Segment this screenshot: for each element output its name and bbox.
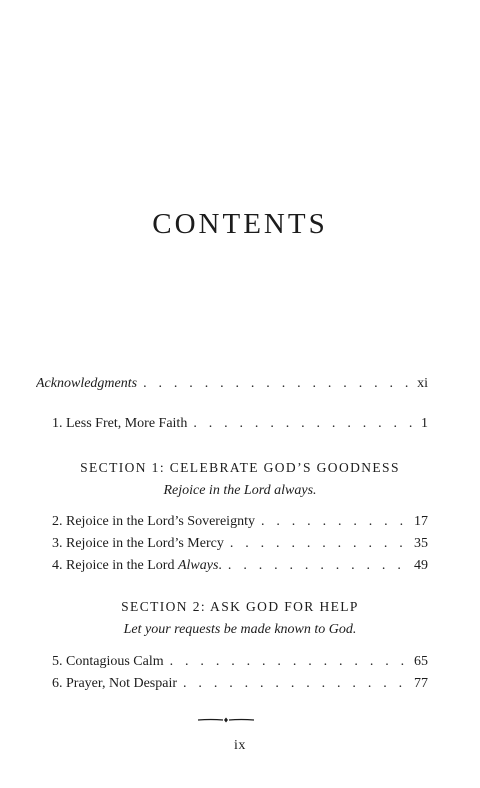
toc-entry-page: xi xyxy=(417,376,428,391)
dot-leader xyxy=(183,676,411,692)
page-title: CONTENTS xyxy=(152,208,328,240)
toc-entry-title: 2. Rejoice in the Lord’s Sovereignty xyxy=(52,514,255,529)
dot-leader xyxy=(143,376,414,392)
toc-entry-title xyxy=(52,558,222,574)
toc-entry-title-prefix: 4. Rejoice in the Lord xyxy=(52,558,178,573)
toc-entry-title: Acknowledgments xyxy=(36,376,138,391)
toc-entry-chapter-1[interactable] xyxy=(52,416,428,436)
dot-leader xyxy=(230,536,411,552)
toc-entry-chapter-3[interactable] xyxy=(52,536,428,556)
ornament-divider-icon xyxy=(196,716,256,724)
toc-entry-title: 5. Contagious Calm xyxy=(52,654,164,669)
page-number: ix xyxy=(234,738,246,753)
toc-entry-chapter-4[interactable] xyxy=(52,558,428,578)
toc-entry-chapter-2[interactable] xyxy=(52,514,428,534)
toc-entry-page: 49 xyxy=(414,558,428,573)
section-1-verse: Rejoice in the Lord always. xyxy=(163,483,317,498)
toc-entry-acknowledgments[interactable] xyxy=(36,376,428,396)
toc-entry-page: 65 xyxy=(414,654,428,669)
toc-entry-page: 1 xyxy=(421,416,428,431)
toc-entry-page: 17 xyxy=(414,514,428,529)
dot-leader xyxy=(170,654,411,670)
section-1-heading: SECTION 1: CELEBRATE GOD’S GOODNESS xyxy=(80,460,400,475)
toc-entry-page: 77 xyxy=(414,676,428,691)
toc-entry-chapter-6[interactable] xyxy=(52,676,428,696)
toc-entry-chapter-5[interactable] xyxy=(52,654,428,674)
dot-leader xyxy=(228,558,411,574)
dot-leader xyxy=(261,514,411,530)
toc-entry-title: 6. Prayer, Not Despair xyxy=(52,676,178,691)
toc-entry-title: 3. Rejoice in the Lord’s Mercy xyxy=(52,536,224,551)
toc-entry-page: 35 xyxy=(414,536,428,551)
toc-entry-title: 1. Less Fret, More Faith xyxy=(52,416,188,431)
dot-leader xyxy=(193,416,418,432)
section-2-verse: Let your requests be made known to God. xyxy=(123,622,357,637)
toc-entry-title-suffix: . xyxy=(218,558,222,573)
section-2-heading: SECTION 2: ASK GOD FOR HELP xyxy=(121,599,359,614)
toc-entry-title-italic: Always xyxy=(177,558,219,573)
